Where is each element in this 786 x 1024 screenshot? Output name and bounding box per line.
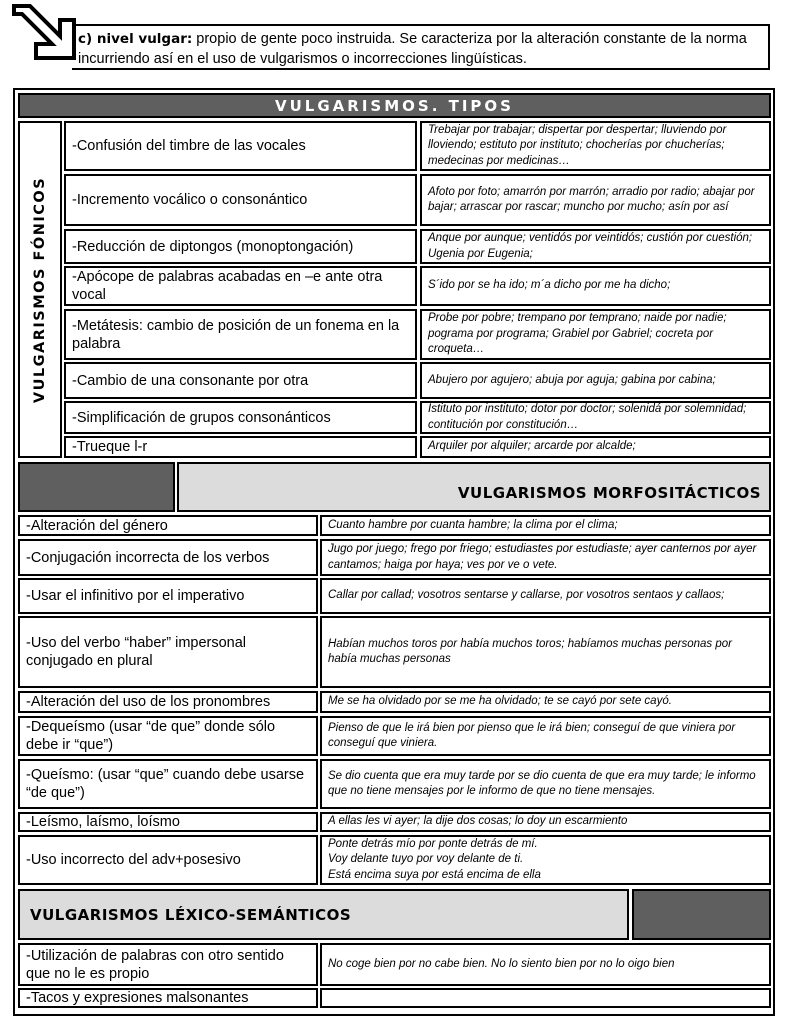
morfo-row-example: Ponte detrás mío por ponte detrás de mí. Voy delante tuyo por voy delante de ti. Está encima suya por está encima de ella xyxy=(320,835,771,885)
fonicos-row-example: Arquiler por alquiler; arcarde por alcalde; xyxy=(420,436,771,458)
lexico-row-label: -Utilización de palabras con otro sentido que no le es propio xyxy=(18,943,318,986)
fonicos-side-label: VULGARISMOS FÓNICOS xyxy=(32,176,49,403)
arrow-icon xyxy=(8,2,78,62)
intro-box xyxy=(72,24,770,70)
lexico-dark-block xyxy=(632,889,771,940)
table-title-bar xyxy=(18,93,771,118)
lexico-row-example xyxy=(320,988,771,1008)
morfo-row-label: -Conjugación incorrecta de los verbos xyxy=(18,539,318,576)
fonicos-row-example: Probe por pobre; trempano por temprano; naide por nadie; pograma por programa; Grabiel por Gabriel; cocreta por croqueta… xyxy=(420,309,771,360)
fonicos-row-label: -Reducción de diptongos (monoptongación) xyxy=(64,229,417,264)
morfo-dark-block xyxy=(18,462,175,512)
morfo-row-example: Pienso de que le irá bien por pienso que le irá bien; conseguí de que viniera por conseguí que viniera. xyxy=(320,716,771,756)
lexico-row-example: No coge bien por no cabe bien. No lo siento bien por no lo oigo bien xyxy=(320,943,771,986)
lexico-heading: VULGARISMOS LÉXICO-SEMÁNTICOS xyxy=(30,905,352,924)
fonicos-row-example: Abujero por agujero; abuja por aguja; gabina por cabina; xyxy=(420,362,771,399)
intro-text: propio de gente poco instruida. Se caracteriza por la alteración constante de la norma incurriendo así en el uso de vulgarismos o incorrecciones lingüísticas. xyxy=(78,31,747,67)
fonicos-row-label: -Simplificación de grupos consonánticos xyxy=(64,401,417,434)
morfo-row-example: Jugo por juego; frego por friego; estudiastes por estudiaste; ayer canternos por ayer cantamos; haiga por haya; ves por ve o vete. xyxy=(320,539,771,576)
morfo-row-label: -Uso incorrecto del adv+posesivo xyxy=(18,835,318,885)
morfo-heading-cell xyxy=(177,462,771,512)
fonicos-row-example: Istituto por instituto; dotor por doctor; solenidá por solemnidad; contitución por constitución… xyxy=(420,401,771,434)
fonicos-row-label: -Confusión del timbre de las vocales xyxy=(64,121,417,171)
fonicos-side-cell xyxy=(18,121,62,458)
morfo-row-example: A ellas les vi ayer; la dije dos cosas; lo doy un escarmiento xyxy=(320,812,771,832)
fonicos-row-label: -Cambio de una consonante por otra xyxy=(64,362,417,399)
morfo-row-label: -Uso del verbo “haber” impersonal conjugado en plural xyxy=(18,616,318,688)
morfo-row-example: Habían muchos toros por había muchos toros; habíamos muchas personas por había muchas personas xyxy=(320,616,771,688)
morfo-row-label: -Alteración del género xyxy=(18,515,318,536)
fonicos-row-example: Trebajar por trabajar; dispertar por despertar; lluviendo por lloviendo; estituto por instituto; chocherías por chucherías; medecinas por medicinas… xyxy=(420,121,771,171)
fonicos-row-label: -Metátesis: cambio de posición de un fonema en la palabra xyxy=(64,309,417,360)
fonicos-row-label: -Apócope de palabras acabadas en –e ante otra vocal xyxy=(64,266,417,306)
morfo-row-example: Callar por callad; vosotros sentarse y callarse, por vosotros sentaos y callaos; xyxy=(320,578,771,614)
fonicos-row-label: -Trueque l-r xyxy=(64,436,417,458)
lexico-row-label: -Tacos y expresiones malsonantes xyxy=(18,988,318,1008)
morfo-row-example: Me se ha olvidado por se me ha olvidado; te se cayó por sete cayó. xyxy=(320,691,771,713)
fonicos-row-example: Afoto por foto; amarrón por marrón; arradio por radio; abajar por bajar; arrascar por rascar; muncho por mucho; asín por así xyxy=(420,174,771,226)
morfo-heading: VULGARISMOS MORFOSITÁCTICOS xyxy=(457,484,761,502)
lexico-heading-cell xyxy=(18,889,629,940)
morfo-row-label: -Usar el infinitivo por el imperativo xyxy=(18,578,318,614)
morfo-row-label: -Alteración del uso de los pronombres xyxy=(18,691,318,713)
morfo-row-example: Cuanto hambre por cuanta hambre; la clima por el clima; xyxy=(320,515,771,536)
morfo-row-example: Se dio cuenta que era muy tarde por se dio cuenta de que era muy tarde; le informo que no tiene mensajes por le informo de que no tiene mensajes. xyxy=(320,759,771,809)
morfo-row-label: -Dequeísmo (usar “de que” donde sólo debe ir “que”) xyxy=(18,716,318,756)
fonicos-row-label: -Incremento vocálico o consonántico xyxy=(64,174,417,226)
fonicos-row-example: S´ido por se ha ido; m´a dicho por me ha dicho; xyxy=(420,266,771,306)
table-title: VULGARISMOS. TIPOS xyxy=(275,96,514,115)
morfo-row-label: -Leísmo, laísmo, loísmo xyxy=(18,812,318,832)
morfo-row-label: -Queísmo: (usar “que” cuando debe usarse “de que”) xyxy=(18,759,318,809)
fonicos-row-example: Anque por aunque; ventidós por veintidós; custión por cuestión; Ugenia por Eugenia; xyxy=(420,229,771,264)
intro-label: c) nivel vulgar: xyxy=(78,31,193,47)
